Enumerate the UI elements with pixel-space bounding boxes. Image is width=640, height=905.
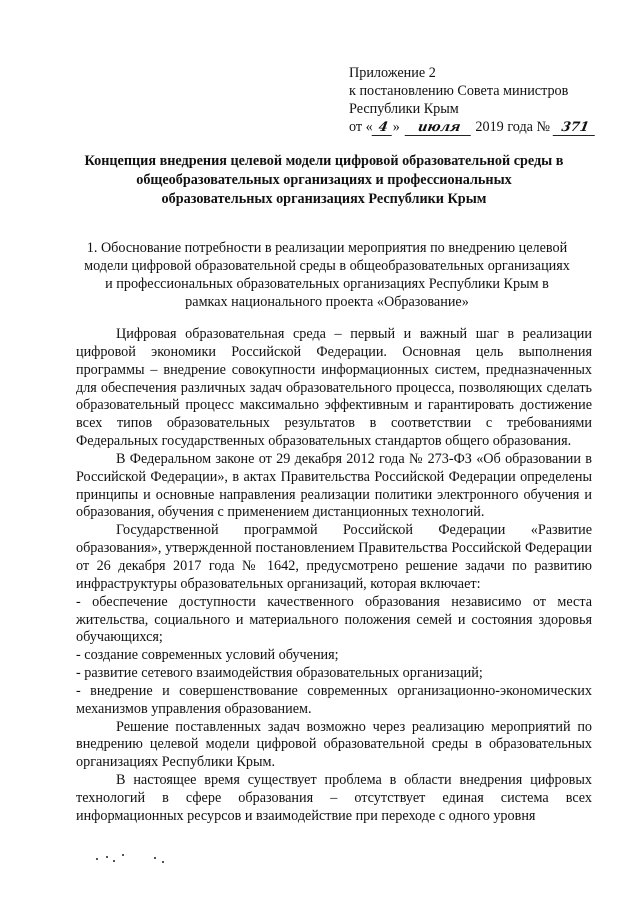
section-line-3: и профессиональных образовательных организациях Республики Крым в [105, 276, 549, 292]
list-item: - обеспечение доступности качественного образования независимо от места жительства, социального и материального положения семей и состояния здоровья обучающихся; [76, 593, 592, 646]
handwritten-doc-number: 371 [552, 121, 597, 136]
appendix-line-2: к постановлению Совета министров [349, 83, 569, 99]
appendix-line-3: Республики Крым [349, 101, 459, 117]
section-line-2: модели цифровой образовательной среды в общеобразовательных организациях [84, 258, 570, 274]
handwritten-month: июля [405, 121, 474, 136]
paragraph-tasks-solution: Решение поставленных задач возможно через реализацию мероприятий по внедрению целевой модели цифровой образовательной среды в образовательных организациях Республики Крым. [76, 718, 592, 771]
section-heading [62, 239, 592, 311]
appendix-header [349, 64, 596, 136]
title-line-2: общеобразовательных организациях и профессиональных [136, 172, 512, 188]
handwritten-day: 4 [371, 121, 394, 136]
date-prefix: от « [349, 119, 373, 135]
paragraph-current-problem: В настоящее время существует проблема в области внедрения цифровых технологий в сфере образования – отсутствует единая система всех информационных ресурсов и взаимодействие при переходе с одного уровня [76, 772, 592, 824]
list-item: - развитие сетевого взаимодействия образовательных организаций; [76, 665, 483, 682]
appendix-date-line [349, 118, 596, 136]
section-line-1: 1. Обоснование потребности в реализации мероприятия по внедрению целевой [86, 240, 568, 256]
date-year: 2019 года № [475, 119, 551, 135]
appendix-line-1: Приложение 2 [349, 65, 436, 81]
title-line-3: образовательных организациях Республики Крым [161, 191, 487, 207]
document-body [76, 326, 592, 826]
paragraph-federal-law: В Федеральном законе от 29 декабря 2012 года № 273-ФЗ «Об образовании в Российской Федерации», в актах Правительства Российской Федерации определены принципы и основные направления реализации политики электронного обучения и образования, обучения с применением дистанционных технологий. [76, 450, 592, 521]
title-line-1: Концепция внедрения целевой модели цифровой образовательной среды в [84, 153, 564, 169]
section-line-4: рамках национального проекта «Образование» [185, 294, 469, 310]
list-item: - внедрение и совершенствование современных организационно-экономических механизмов управления образованием. [76, 682, 592, 717]
date-mid: » [392, 119, 400, 135]
list-item: - создание современных условий обучения; [76, 647, 339, 664]
document-title [60, 152, 588, 209]
paragraph-state-program: Государственной программой Российской Федерации «Развитие образования», утвержденной постановлением Правительства Российской Федерации от 26 декабря 2017 года № 1642, предусмотрено решение задачи по развитию инфраструктуры образовательных организаций, которая включает: [76, 522, 592, 592]
paragraph-digital-environment: Цифровая образовательная среда – первый и важный шаг в реализации цифровой экономики Российской Федерации. Основная цель выполнения программы – внедрение совокупности информационных систем, предназначенных для обеспечения различных задач образовательного процесса, позволяющих сделать образовательный процесс максимально эффективным и гарантировать достижение всех типов образовательных результатов в соответствии с требованиями Федеральных государственных образовательных стандартов общего образования. [76, 326, 592, 450]
scan-artifact-marks [96, 852, 176, 866]
